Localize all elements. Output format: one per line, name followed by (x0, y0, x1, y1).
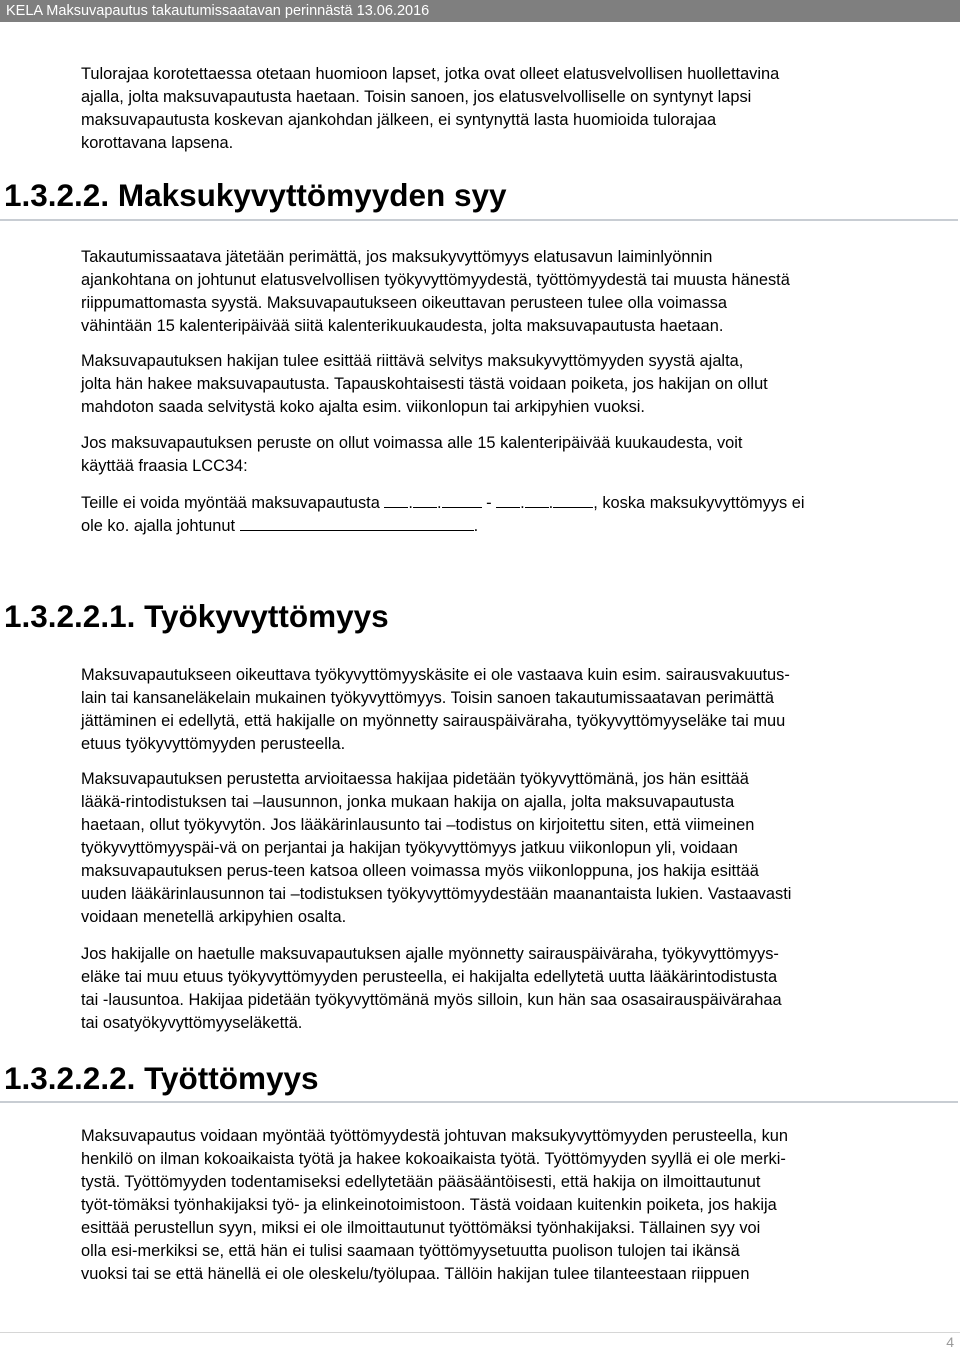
text-line: lain tai kansaneläkelain mukainen työkyvyttömyys. Toisin sanoen takautumissaatavan perimättä (81, 689, 775, 707)
phrase-line-1 (81, 492, 953, 515)
text-line: tystä. Työttömyyden todentamiseksi edellytetään pääsääntöisesti, että hakija on ilmoittautunut (81, 1173, 761, 1191)
text-line: Takautumissaatava jätetään perimättä, jos maksukyvyttömyys elatusavun laiminlyönnin (81, 248, 713, 266)
text-line: maksuvapautusta koskevan ajankohdan jälkeen, ei syntynyttä lasta huomioida tulorajaa (81, 111, 717, 129)
text-line: jolta hän hakee maksuvapautusta. Tapauskohtaisesti tästä voidaan poiketa, jos hakijan on ollut (81, 375, 768, 393)
text-line: ajalla, jolta maksuvapautusta haetaan. Toisin sanoen, jos elatusvelvolliselle on syntynyt lapsi (81, 88, 752, 106)
text-line: tai osatyökyvyttömyyseläkettä. (81, 1014, 303, 1032)
blank-field (240, 516, 474, 531)
text-line: työt-tömäksi työnhakijaksi työ- ja elinkeinotoimistoon. Tästä voidaan kuitenkin poiketa, jos hakija (81, 1196, 777, 1214)
phrase-text: Teille ei voida myöntää maksuvapautusta (81, 494, 385, 512)
section-2-paragraph-3 (81, 943, 953, 1035)
text-line: vuoksi tai se että hänellä ei ole oleskelu/työlupaa. Tällöin hakijan tulee tilanteestaan riippuen (81, 1265, 750, 1283)
phrase-text: , koska maksukyvyttömyys ei (593, 494, 805, 512)
text-line: lääkä-rintodistuksen tai –lausunnon, jonka mukaan hakija on ajalla, jolta maksuvapautusta (81, 793, 735, 811)
text-line: voidaan menetellä arkipyhien osalta. (81, 908, 347, 926)
text-line: esittää perustellun syyn, miksi ei ole ilmoittautunut työttömäksi työnhakijaksi. Tällainen syy voi (81, 1219, 761, 1237)
phrase-line-2 (81, 515, 953, 538)
text-line: Maksuvapautus voidaan myöntää työttömyydestä johtuvan maksukyvyttömyyden perusteella, kun (81, 1127, 788, 1145)
phrase-separator: . (520, 494, 525, 512)
text-line: Maksuvapautuksen hakijan tulee esittää riittävä selvitys maksukyvyttömyyden syystä ajalta, (81, 352, 744, 370)
text-line: työkyvyttömyyspäi-vä on perjantai ja hakijan työkyvyttömyys jatkuu viikonlopun yli, voidaan (81, 839, 738, 857)
text-line: uuden lääkärinlausunnon tai –todistuksen työkyvyttömyydestään maanantaista lukien. Vastaavasti (81, 885, 792, 903)
phrase-lcc34 (81, 492, 953, 538)
text-line: riippumattomasta syystä. Maksuvapautukseen oikeuttavan perusteen tulee olla voimassa (81, 294, 727, 312)
section-heading-maksukyvyttomyyden-syy: 1.3.2.2. Maksukyvyttömyyden syy (4, 177, 507, 213)
section-heading-rule (0, 1101, 958, 1103)
text-line: vähintään 15 kalenteripäivää siitä kalenterikuukaudesta, jolta maksuvapautusta haetaan. (81, 317, 724, 335)
document-header-title: KELA Maksuvapautus takautumissaatavan perinnästä 13.06.2016 (6, 3, 430, 19)
phrase-text: . (473, 517, 479, 535)
text-line: ajankohtana on johtunut elatusvelvollisen työkyvyttömyydestä, työttömyydestä tai muusta hänestä (81, 271, 790, 289)
section-heading-tyokyvyttomyys: 1.3.2.2.1. Työkyvyttömyys (4, 598, 389, 634)
text-line: olla esi-merkiksi se, että hän ei tulisi saamaan työttömyysetuutta puolison tulojen tai ikänsä (81, 1242, 740, 1260)
phrase-text: ole ko. ajalla johtunut (81, 517, 240, 535)
document-header-bar (0, 0, 960, 22)
text-line: korottavana lapsena. (81, 134, 234, 152)
text-line: mahdoton saada selvitystä koko ajalta esim. viikonlopun tai arkipyhien vuoksi. (81, 398, 645, 416)
section-heading-tyottomyys: 1.3.2.2.2. Työttömyys (4, 1060, 319, 1096)
blank-field (525, 493, 549, 508)
text-line: eläke tai muu etuus työkyvyttömyyden perusteella, ei hakijalta edellytetä uutta lääkärintodistusta (81, 968, 778, 986)
section-1-paragraph-2 (81, 350, 953, 419)
section-1-paragraph-3 (81, 432, 953, 478)
footer-divider (0, 1332, 960, 1333)
text-line: käyttää fraasia LCC34: (81, 457, 248, 475)
blank-field (496, 493, 520, 508)
text-line: Jos hakijalle on haetulle maksuvapautuksen ajalle myönnetty sairauspäiväraha, työkyvyttömyys- (81, 945, 779, 963)
phrase-separator: . (408, 494, 413, 512)
text-line: etuus työkyvyttömyyden perusteella. (81, 735, 346, 753)
section-3-paragraph-1 (81, 1125, 953, 1286)
text-line: Jos maksuvapautuksen peruste on ollut voimassa alle 15 kalenteripäivää kuukaudesta, voit (81, 434, 743, 452)
text-line: haetaan, ollut työkyvytön. Jos lääkärinlausunto tai –todistus on kirjoitettu siten, että viimeinen (81, 816, 755, 834)
blank-field (413, 493, 437, 508)
blank-field (384, 493, 408, 508)
text-line: henkilö on ilman kokoaikaista työtä ja hakee kokoaikaista työtä. Työttömyyden syyllä ei ole merki- (81, 1150, 786, 1168)
text-line: Maksuvapautukseen oikeuttava työkyvyttömyyskäsite ei ole vastaava kuin esim. sairausvakuutus- (81, 666, 790, 684)
text-line: Maksuvapautuksen perustetta arvioitaessa hakijaa pidetään työkyvyttömänä, jos hän esittää (81, 770, 749, 788)
text-line: jättäminen ei edellytä, että hakijalle on myönnetty sairauspäiväraha, työkyvyttömyyseläke tai muu (81, 712, 786, 730)
section-2-paragraph-1 (81, 664, 953, 756)
phrase-separator: . (548, 494, 554, 512)
text-line: Tulorajaa korotettaessa otetaan huomioon lapset, jotka ovat olleet elatusvelvollisen huollettavina (81, 65, 780, 83)
page-number: 4 (946, 1334, 954, 1350)
section-1-paragraph-1 (81, 246, 953, 338)
blank-field (553, 493, 593, 508)
blank-field (442, 493, 482, 508)
section-2-paragraph-2 (81, 768, 953, 929)
text-line: tai -lausuntoa. Hakijaa pidetään työkyvyttömänä myös silloin, kun hän saa osasairauspäivärahaa (81, 991, 782, 1009)
intro-paragraph (81, 63, 953, 155)
phrase-separator: - (481, 494, 497, 512)
section-heading-rule (0, 219, 958, 221)
text-line: maksuvapautuksen perus-teen katsoa olleen voimassa myös viikonloppuna, jos hakija esittää (81, 862, 759, 880)
phrase-separator: . (436, 494, 442, 512)
